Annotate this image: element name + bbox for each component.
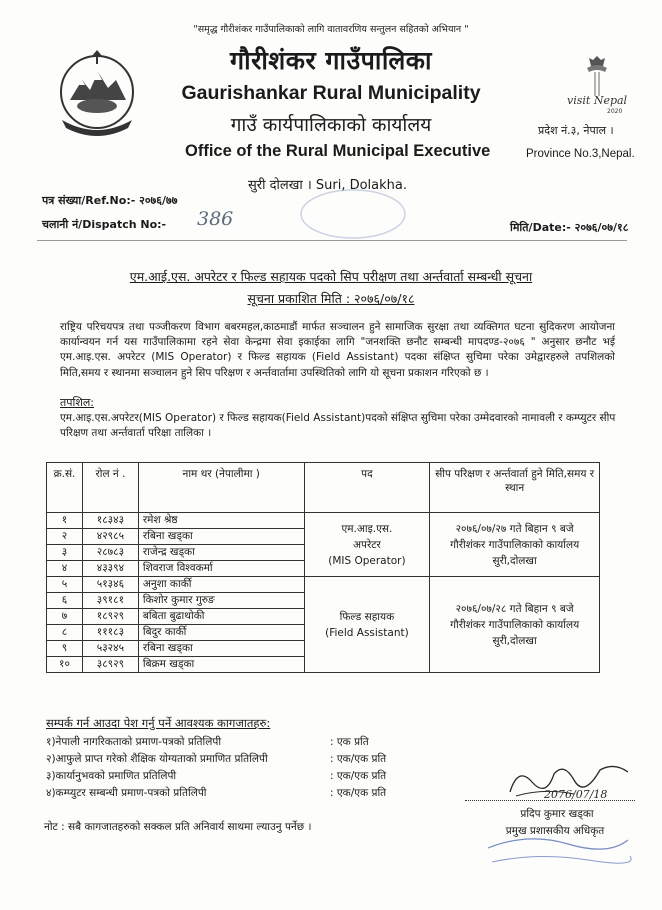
visit-logo-year: 2020	[607, 108, 623, 115]
cell-name: रबिना खड्का	[138, 529, 304, 545]
notice-published-date: सूचना प्रकाशित मिति : २०७६/०७/१८	[247, 291, 415, 306]
table-header-row	[47, 463, 600, 513]
document-item: २)आफुले प्राप्त गरेको शैक्षिक योग्यताको प्रमाणित प्रतिलिपी	[46, 753, 268, 765]
header-post: पद	[304, 463, 430, 513]
document-copies: : एक/एक प्रति	[330, 770, 387, 782]
signatory-title: प्रमुख प्रशासकीय अधिकृत	[505, 825, 605, 837]
cell-serial: १०	[47, 657, 83, 673]
province-en: Province No.3,Nepal.	[526, 148, 635, 160]
municipality-name-en: Gaurishankar Rural Municipality	[181, 82, 481, 104]
header-schedule: सीप परिक्षण र अर्न्तवार्ता हुने मिति,समय र स्थान	[430, 463, 600, 513]
cell-name: किशोर कुमार गुरुङ	[138, 593, 304, 609]
letterhead-motto: "समृद्ध गौरीशंकर गाउँपालिकाको लागि वातावरणिय सन्तुलन सहितको अभियान "	[193, 24, 469, 35]
cell-name: राजेन्द्र खड्का	[138, 545, 304, 561]
cell-serial: ७	[47, 609, 83, 625]
signature-line	[465, 800, 635, 801]
schedule-mis-line2: गौरीशंकर गाउँपालिकाको कार्यालय	[450, 538, 580, 551]
table-intro: एम.आइ.एस.अपरेटर(MIS Operator) र फिल्ड सहायक(Field Assistant)पदको संक्षिप्त सुचिमा परेका उम्मेदवारको नामावली र कम्प्युटर सीप परिक्षण तथा अर्न्तवार्ता परिक्षा तालिका ।	[60, 412, 616, 439]
post-mis-np: एम.आइ.एस.	[341, 522, 393, 535]
schedule-field-line3: सुरी,दोलखा	[492, 634, 537, 647]
cell-serial: ६	[47, 593, 83, 609]
schedule-mis-line1: २०७६/०७/२७ गते बिहान ९ बजे	[455, 522, 574, 535]
header-name: नाम थर (नेपालीमा )	[138, 463, 304, 513]
office-name-en: Office of the Rural Municipal Executive	[185, 142, 491, 160]
notice-subject: एम.आई.एस. अपरेटर र फिल्ड सहायक पदको सिप परीक्षण तथा अर्न्तवार्ता सम्बन्धी सूचना	[129, 269, 533, 284]
office-name-np: गाउँ कार्यपालिकाको कार्यालय	[230, 114, 432, 136]
note: नोट : सबै कागजातहरुको सक्कल प्रति अनिवार्य साथमा ल्याउनु पर्नेछ ।	[44, 821, 312, 833]
visit-logo-text: visit Nepal	[567, 94, 628, 107]
document-item: ४)कम्प्युटर सम्बन्धी प्रमाण-पत्रको प्रतिलिपी	[46, 787, 207, 799]
details-label: तपशिल:	[60, 396, 95, 409]
cell-serial: ९	[47, 641, 83, 657]
province-np: प्रदेश नं.३, नेपाल ।	[538, 124, 614, 137]
cell-serial: २	[47, 529, 83, 545]
document-item: १)नेपाली नागरिकताको प्रमाण-पत्रको प्रतिलिपी	[46, 736, 222, 748]
reference-number: पत्र संख्या/Ref.No:- २०७६/७७	[42, 194, 178, 207]
cell-roll: १११८३	[82, 625, 138, 641]
cell-roll: १८३४३	[82, 513, 138, 529]
visit-nepal-logo-icon	[565, 56, 635, 116]
cell-name: बिक्रम खड्का	[138, 657, 304, 673]
cell-serial: १	[47, 513, 83, 529]
cell-roll: ४२९८५	[82, 529, 138, 545]
signature-scribble	[504, 752, 634, 804]
cell-name: अनुशा कार्की	[138, 577, 304, 593]
municipality-name-np: गौरीशंकर गाउँपालिका	[230, 46, 432, 75]
document-copies: : एक/एक प्रति	[330, 787, 387, 799]
cell-roll: ३९१८१	[82, 593, 138, 609]
candidate-table	[46, 462, 600, 673]
cell-post-field	[304, 577, 430, 673]
cell-roll: ४३३९४	[82, 561, 138, 577]
official-stamp-icon	[478, 826, 638, 870]
cell-name: शिवराज विश्वकर्मा	[138, 561, 304, 577]
post-field-en: (Field Assistant)	[325, 626, 409, 639]
cell-roll: १८९२९	[82, 609, 138, 625]
schedule-field-line1: २०७६/०७/२८ गते बिहान ९ बजे	[455, 602, 574, 615]
table-row	[47, 577, 600, 593]
letter-date: मिति/Date:- २०७६/०७/१८	[510, 221, 629, 234]
post-mis-np2: अपरेटर	[352, 538, 381, 551]
header-roll: रोल नं .	[82, 463, 138, 513]
header-serial: क्र.सं.	[47, 463, 83, 513]
cell-roll: ५१३४६	[82, 577, 138, 593]
cell-post-mis	[304, 513, 430, 577]
signature-date: 2076/07/18	[544, 788, 608, 801]
cell-serial: ५	[47, 577, 83, 593]
address: सुरी दोलखा । Suri, Dolakha.	[248, 178, 408, 193]
cell-name: रबिना खड्का	[138, 641, 304, 657]
cell-schedule-field	[430, 577, 600, 673]
schedule-mis-line3: सुरी,दोलखा	[492, 554, 537, 567]
document-copies: : एक/एक प्रति	[330, 753, 387, 765]
cell-name: बबिता बुढाथोकी	[138, 609, 304, 625]
cell-name: रमेश श्रेष्ठ	[138, 513, 304, 529]
documents-title: सम्पर्क गर्न आउदा पेश गर्नु पर्ने आवश्यक कागजातहरु:	[46, 716, 271, 730]
faint-stamp-icon	[298, 188, 408, 240]
cell-serial: ४	[47, 561, 83, 577]
cell-roll: २८७८३	[82, 545, 138, 561]
dispatch-number: 386	[197, 208, 234, 230]
schedule-field-line2: गौरीशंकर गाउँपालिकाको कार्यालय	[450, 618, 580, 631]
cell-serial: ३	[47, 545, 83, 561]
cell-name: बिदुर कार्की	[138, 625, 304, 641]
cell-roll: ५३२४५	[82, 641, 138, 657]
header-divider	[37, 240, 627, 241]
dispatch-label: चलानी नं/Dispatch No:-	[42, 218, 167, 231]
post-field-np: फिल्ड सहायक	[339, 610, 395, 623]
cell-roll: ३८९२९	[82, 657, 138, 673]
document-item: ३)कार्यानुभवको प्रमाणित प्रतिलिपी	[46, 770, 177, 782]
post-mis-en: (MIS Operator)	[328, 554, 406, 567]
cell-schedule-mis	[430, 513, 600, 577]
cell-serial: ८	[47, 625, 83, 641]
signatory-name: प्रदिप कुमार खड्का	[520, 808, 594, 820]
table-row	[47, 513, 600, 529]
document-copies: : एक प्रति	[330, 736, 369, 748]
notice-body: राष्ट्रिय परिचयपत्र तथा पञ्जीकरण विभाग बबरमहल,काठमाडौं मार्फत सञ्चालन हुने सामाजिक सुरक्षा तथा व्यक्तिगत घटना सुदिकरण आयोजना कार्यान्वयन गर्न यस गाउँपालिकामा रहने सेवा केन्द्रमा सेवा इकाईका लागि "जनशक्ति छनौट सम्बन्धी मापदण्ड-२०७६ " अनुसार छनौट भई एम.आइ.एस. अपरेटर (MIS Operator) र फिल्ड सहायक (Field Assistant) पदका संक्षिप्त सुचिमा परेका उमेद्वारहरुले तपशिलको मिति,समय र स्थानमा सञ्चालन हुने सिप परिक्षण र अर्न्तवार्तामा उपस्थितिको लागि यो सूचना प्रकाशन गरिएको छ ।	[60, 321, 615, 379]
